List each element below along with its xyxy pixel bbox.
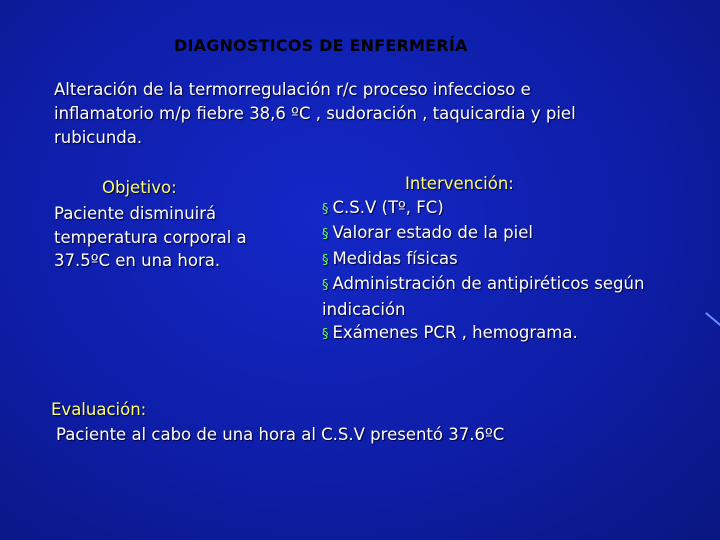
intervention-heading: Intervención: — [405, 174, 514, 193]
list-item-continuation: indicación — [322, 299, 406, 319]
bullet-icon: § — [322, 227, 329, 243]
list-item — [322, 272, 702, 297]
objective-line: Paciente disminuirá — [54, 204, 217, 223]
bullet-icon: § — [322, 327, 329, 343]
diagnosis-line: inflamatorio m/p fiebre 38,6 ºC , sudoración , taquicardia y piel — [54, 104, 576, 123]
decorative-line — [706, 312, 720, 339]
intervention-item: Medidas físicas — [332, 248, 458, 268]
list-item — [322, 321, 702, 346]
intervention-item: Administración de antipiréticos según — [332, 274, 645, 294]
evaluation-heading: Evaluación: — [51, 400, 147, 419]
intervention-item: Exámenes PCR , hemograma. — [332, 323, 578, 343]
evaluation-text: Paciente al cabo de una hora al C.S.V presentó 37.6ºC — [56, 425, 505, 444]
intervention-item: C.S.V (Tº, FC) — [332, 198, 444, 217]
bullet-icon: § — [322, 202, 329, 217]
bullet-icon: § — [322, 252, 329, 268]
intervention-list — [322, 196, 702, 346]
slide-title: DIAGNOSTICOS DE ENFERMERÍA — [174, 36, 468, 55]
objective-line: temperatura corporal a — [54, 227, 247, 247]
bullet-icon: § — [322, 278, 329, 294]
objective-line: 37.5ºC en una hora. — [54, 251, 221, 270]
list-item — [322, 196, 702, 221]
diagnosis-text — [54, 78, 576, 150]
diagnosis-line: Alteración de la termorregulación r/c proceso infeccioso e — [54, 80, 531, 99]
list-item — [322, 221, 702, 246]
intervention-item: Valorar estado de la piel — [332, 223, 533, 243]
objective-text — [54, 202, 247, 273]
diagnosis-line: rubicunda. — [54, 128, 143, 147]
list-item — [322, 247, 702, 272]
objective-heading: Objetivo: — [102, 178, 177, 197]
